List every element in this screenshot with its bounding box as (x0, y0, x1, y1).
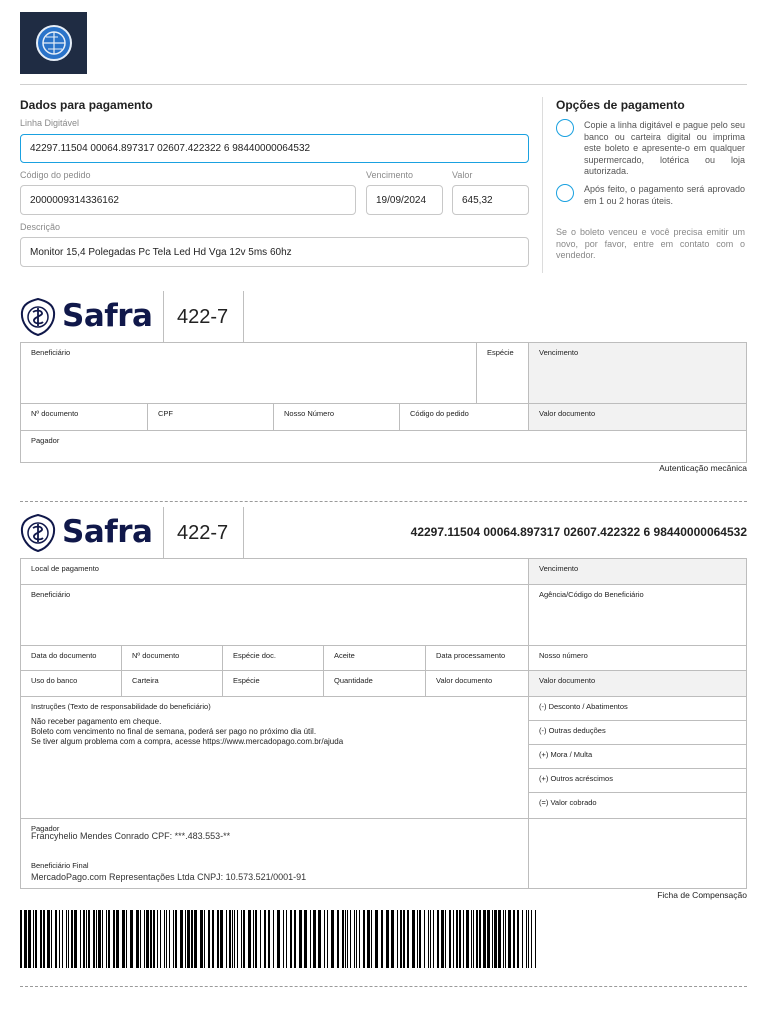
slip-valor-cobrado-cell (529, 793, 746, 819)
slip-valor-doc-label-1: Valor documento (436, 676, 493, 685)
barcode-bar (273, 910, 274, 968)
barcode-bar (248, 910, 251, 968)
ficha-label: Ficha de Compensação (657, 890, 747, 900)
vencimento-value: 19/09/2024 (376, 194, 427, 206)
barcode-bar (80, 910, 81, 968)
receipt-valor-doc-label: Valor documento (539, 409, 596, 418)
safra-seal-icon (20, 514, 56, 552)
barcode-bar (166, 910, 167, 968)
receipt-especie-label: Espécie (487, 348, 514, 357)
barcode-bar (430, 910, 431, 968)
logo-divider-2 (163, 507, 164, 558)
barcode-bar (290, 910, 292, 968)
barcode-bar (220, 910, 223, 968)
slip-aceite-label: Aceite (334, 651, 355, 660)
barcode-bar (253, 910, 254, 968)
barcode-bar (397, 910, 398, 968)
barcode-bar (169, 910, 170, 968)
slip-num-doc-cell (122, 646, 223, 671)
cut-line-1 (20, 501, 747, 502)
slip-agencia-cell (529, 585, 746, 646)
section-divider (542, 97, 543, 273)
barcode-bar (260, 910, 261, 968)
barcode-bar (153, 910, 155, 968)
barcode-bar (136, 910, 139, 968)
slip-instr-3: Se tiver algum problema com a compra, acesse https://www.mercadopago.com.br/ajuda (31, 737, 344, 746)
barcode-bar (463, 910, 464, 968)
brand-logo (20, 12, 87, 74)
barcode-bar (93, 910, 95, 968)
barcode-bar (255, 910, 257, 968)
barcode-bar (441, 910, 444, 968)
barcode-bar (47, 910, 50, 968)
slip-beneficiario-cell (21, 585, 529, 646)
barcode-bar (337, 910, 339, 968)
barcode-bar (187, 910, 190, 968)
slip-num-doc-label: Nº documento (132, 651, 180, 660)
receipt-table (20, 342, 747, 463)
receipt-codigo-pedido-cell (400, 404, 529, 431)
barcode-bar (299, 910, 302, 968)
barcode-bar (146, 910, 149, 968)
slip-valor-cobrado-label: (=) Valor cobrado (539, 798, 597, 807)
slip-quantidade-cell (324, 671, 426, 697)
barcode-bar (391, 910, 394, 968)
barcode-bar (88, 910, 90, 968)
barcode-bar (403, 910, 405, 968)
receipt-nosso-numero-label: Nosso Número (284, 409, 335, 418)
barcode-bar (20, 910, 22, 968)
barcode-bar (313, 910, 316, 968)
barcode-bar (43, 910, 45, 968)
barcode-bar (412, 910, 415, 968)
receipt-cpf-cell (148, 404, 274, 431)
receipt-beneficiario-cell (21, 343, 477, 404)
slip-carteira-cell (122, 671, 223, 697)
slip-agencia-label: Agência/Código do Beneficiário (539, 590, 644, 599)
slip-pagador-value: Francyhelio Mendes Conrado CPF: ***.483.553-** (31, 831, 231, 841)
slip-table (20, 558, 747, 889)
barcode-bar (503, 910, 504, 968)
barcode-bar (283, 910, 284, 968)
codigo-pedido-value: 2000009314336162 (30, 194, 119, 206)
barcode-bar (264, 910, 266, 968)
barcode-bar (479, 910, 481, 968)
barcode-bar (371, 910, 372, 968)
barcode-bar (51, 910, 52, 968)
barcode-bar (331, 910, 334, 968)
barcode-bar (483, 910, 486, 968)
barcode-bar (492, 910, 493, 968)
receipt-pagador-label: Pagador (31, 436, 60, 445)
barcode-bar (130, 910, 133, 968)
barcode-bar (229, 910, 231, 968)
code-divider-2 (243, 507, 244, 558)
receipt-pagador-cell (21, 431, 746, 462)
barcode-bar (476, 910, 478, 968)
barcode-bar (241, 910, 242, 968)
barcode-bar (35, 910, 37, 968)
barcode-bar (522, 910, 523, 968)
barcode-bar (531, 910, 532, 968)
receipt-beneficiario-label: Beneficiário (31, 348, 71, 357)
linha-digitavel-field[interactable] (20, 134, 529, 163)
barcode-bar (324, 910, 325, 968)
barcode-bar (487, 910, 490, 968)
receipt-especie-cell (477, 343, 529, 404)
receipt-num-doc-label: Nº documento (31, 409, 79, 418)
barcode-bar (96, 910, 97, 968)
slip-local-cell (21, 559, 529, 585)
barcode-bar (208, 910, 210, 968)
barcode-bar (173, 910, 174, 968)
valor-value: 645,32 (462, 194, 493, 206)
barcode-bar (83, 910, 85, 968)
barcode-bar (59, 910, 60, 968)
barcode-bar (445, 910, 446, 968)
barcode-bar (157, 910, 158, 968)
valor-label: Valor (452, 170, 473, 180)
descricao-field[interactable] (20, 237, 529, 267)
logo-divider (163, 291, 164, 342)
barcode-bar (62, 910, 63, 968)
slip-data-proc-label: Data processamento (436, 651, 506, 660)
slip-data-proc-cell (426, 646, 529, 671)
slip-especie-label: Espécie (233, 676, 260, 685)
barcode-bar (212, 910, 214, 968)
barcode-bar (140, 910, 141, 968)
barcode-bar (318, 910, 321, 968)
barcode-bar (268, 910, 270, 968)
slip-instrucoes-cell (21, 697, 529, 819)
cut-line-2 (20, 986, 747, 987)
slip-instr-1: Não receber pagamento em cheque. (31, 717, 162, 726)
valor-field[interactable] (452, 185, 529, 215)
barcode-bar (144, 910, 145, 968)
barcode-bar (528, 910, 529, 968)
barcode-bar (232, 910, 233, 968)
barcode-bar (456, 910, 458, 968)
globe-logo-icon (34, 23, 74, 63)
option-text-1: Copie a linha digitável e pague pelo seu banco ou carteira digital ou imprima este boleto e apresente-o em qualquer supermercado, lotérica ou loja autorizada. (584, 120, 745, 176)
slip-beneficiario-label: Beneficiário (31, 590, 71, 599)
barcode-bar (400, 910, 402, 968)
slip-benef-final-label: Beneficiário Final (31, 861, 89, 870)
slip-outras-deducoes-label: (-) Outras deduções (539, 726, 606, 735)
receipt-valor-doc-cell (529, 404, 746, 431)
vencimento-field[interactable] (366, 185, 443, 215)
barcode-bar (160, 910, 161, 968)
bank-name: Safra (62, 298, 153, 334)
slip-valor-doc-cell-2 (529, 671, 746, 697)
slip-aceite-cell (324, 646, 426, 671)
codigo-label: Código do pedido (20, 170, 91, 180)
slip-nosso-numero-label: Nosso número (539, 651, 588, 660)
barcode-bar (286, 910, 287, 968)
slip-mora-cell (529, 745, 746, 769)
slip-pagador-right-cell (529, 819, 746, 888)
barcode-bar (175, 910, 177, 968)
slip-quantidade-label: Quantidade (334, 676, 373, 685)
linha-label: Linha Digitável (20, 118, 80, 128)
barcode-bar (359, 910, 360, 968)
barcode-bar (535, 910, 536, 968)
barcode-bar (113, 910, 115, 968)
slip-outras-deducoes-cell (529, 721, 746, 745)
slip-local-label: Local de pagamento (31, 564, 99, 573)
receipt-codigo-pedido-label: Código do pedido (410, 409, 469, 418)
receipt-vencimento-label: Vencimento (539, 348, 579, 357)
slip-benef-final-value: MercadoPago.com Representações Ltda CNPJ: 10.573.521/0001-91 (31, 872, 307, 882)
barcode-bar (191, 910, 193, 968)
slip-uso-banco-label: Uso do banco (31, 676, 78, 685)
slip-especie-doc-cell (223, 646, 324, 671)
option-radio-1[interactable] (556, 119, 574, 137)
slip-pagador-label: Pagador (31, 824, 60, 833)
barcode-bar (363, 910, 365, 968)
slip-vencimento-label: Vencimento (539, 564, 579, 573)
barcode-bar (419, 910, 421, 968)
barcode-bar (55, 910, 57, 968)
code-divider (243, 291, 244, 342)
barcode-bar (327, 910, 328, 968)
slip-outros-acrescimos-cell (529, 769, 746, 793)
slip-outros-acrescimos-label: (+) Outros acréscimos (539, 774, 613, 783)
barcode-bar (367, 910, 370, 968)
barcode-bar (122, 910, 125, 968)
barcode-bar (381, 910, 383, 968)
barcode-bar (226, 910, 227, 968)
barcode-bar (517, 910, 519, 968)
barcode-bar (106, 910, 107, 968)
barcode-bar (116, 910, 119, 968)
slip-instrucoes-label: Instruções (Texto de responsabilidade do beneficiário) (31, 702, 211, 711)
slip-especie-cell (223, 671, 324, 697)
slip-nosso-numero-cell (529, 646, 746, 671)
barcode-bar (459, 910, 461, 968)
barcode-bar (345, 910, 346, 968)
receipt-num-doc-cell (21, 404, 148, 431)
barcode-bar (74, 910, 77, 968)
bank-code: 422-7 (177, 306, 229, 328)
barcode-bar (433, 910, 434, 968)
barcode-bar (375, 910, 378, 968)
barcode-bar (466, 910, 469, 968)
barcode-bar (66, 910, 67, 968)
barcode-bar (237, 910, 238, 968)
slip-valor-doc-label-2: Valor documento (539, 676, 596, 685)
descricao-label: Descrição (20, 222, 61, 232)
autenticacao-label: Autenticação mecânica (659, 463, 747, 473)
barcode-bar (508, 910, 511, 968)
barcode-bar (428, 910, 429, 968)
slip-vencimento-cell (529, 559, 746, 585)
barcode-bar (437, 910, 439, 968)
barcode-bar (294, 910, 296, 968)
barcode-bar (40, 910, 42, 968)
barcode-bar (164, 910, 165, 968)
slip-linha-digitavel: 42297.11504 00064.897317 02607.422322 6 98440000064532 (410, 525, 747, 539)
receipt-cpf-label: CPF (158, 409, 173, 418)
barcode-bar (513, 910, 515, 968)
barcode-bar (449, 910, 451, 968)
barcode-bar (108, 910, 110, 968)
barcode-bar (33, 910, 34, 968)
barcode-bar (526, 910, 527, 968)
barcode-bar (68, 910, 69, 968)
barcode-bar (194, 910, 197, 968)
slip-pagador-cell (21, 819, 529, 888)
barcode-bar (347, 910, 348, 968)
barcode-bar (185, 910, 186, 968)
options-title: Opções de pagamento (556, 98, 685, 112)
barcode-bar (505, 910, 506, 968)
barcode-bar (234, 910, 235, 968)
barcode-bar (28, 910, 31, 968)
slip-especie-doc-label: Espécie doc. (233, 651, 276, 660)
barcode-bar (494, 910, 497, 968)
payment-title: Dados para pagamento (20, 98, 153, 112)
safra-seal-icon (20, 298, 56, 336)
barcode-bar (473, 910, 474, 968)
barcode-bar (350, 910, 351, 968)
barcode-bar (407, 910, 409, 968)
option-radio-2[interactable] (556, 184, 574, 202)
barcode-bar (86, 910, 87, 968)
barcode-bar (498, 910, 501, 968)
barcode-bar (304, 910, 307, 968)
slip-data-doc-label: Data do documento (31, 651, 97, 660)
barcode-bar (356, 910, 357, 968)
barcode-bar (217, 910, 219, 968)
barcode-bar (354, 910, 355, 968)
receipt-nosso-numero-cell (274, 404, 400, 431)
barcode-bar (386, 910, 389, 968)
barcode-bar (102, 910, 103, 968)
barcode-bar (453, 910, 454, 968)
barcode-bar (150, 910, 152, 968)
slip-desconto-cell (529, 697, 746, 721)
barcode-bar (200, 910, 203, 968)
bank-code-2: 422-7 (177, 522, 229, 544)
slip-desconto-label: (-) Desconto / Abatimentos (539, 702, 628, 711)
codigo-pedido-field[interactable] (20, 185, 356, 215)
top-divider (20, 84, 747, 85)
barcode-bar (243, 910, 245, 968)
vencimento-label: Vencimento (366, 170, 414, 180)
barcode-bar (204, 910, 205, 968)
slip-carteira-label: Carteira (132, 676, 159, 685)
descricao-value: Monitor 15,4 Polegadas Pc Tela Led Hd Vga 12v 5ms 60hz (30, 246, 292, 258)
slip-uso-banco-cell (21, 671, 122, 697)
slip-valor-doc-cell-1 (426, 671, 529, 697)
barcode-bar (98, 910, 101, 968)
expired-note: Se o boleto venceu e você precisa emitir um novo, por favor, entre em contato com o vendedor. (556, 227, 745, 260)
barcode-bar (342, 910, 344, 968)
linha-digitavel-value: 42297.11504 00064.897317 02607.422322 6 98440000064532 (30, 143, 311, 154)
option-text-2: Após feito, o pagamento será aprovado em 1 ou 2 horas úteis. (584, 184, 745, 206)
barcode-bar (24, 910, 27, 968)
barcode-bar (417, 910, 418, 968)
bank-name-2: Safra (62, 514, 153, 550)
barcode-bar (126, 910, 127, 968)
barcode (20, 910, 536, 968)
barcode-bar (424, 910, 425, 968)
slip-mora-label: (+) Mora / Multa (539, 750, 593, 759)
barcode-bar (277, 910, 280, 968)
slip-instr-2: Boleto com vencimento no final de semana, poderá ser pago no próximo dia útil. (31, 727, 317, 736)
barcode-bar (471, 910, 472, 968)
slip-data-doc-cell (21, 646, 122, 671)
barcode-bar (71, 910, 73, 968)
barcode-bar (310, 910, 311, 968)
barcode-bar (180, 910, 183, 968)
receipt-vencimento-cell (529, 343, 746, 404)
